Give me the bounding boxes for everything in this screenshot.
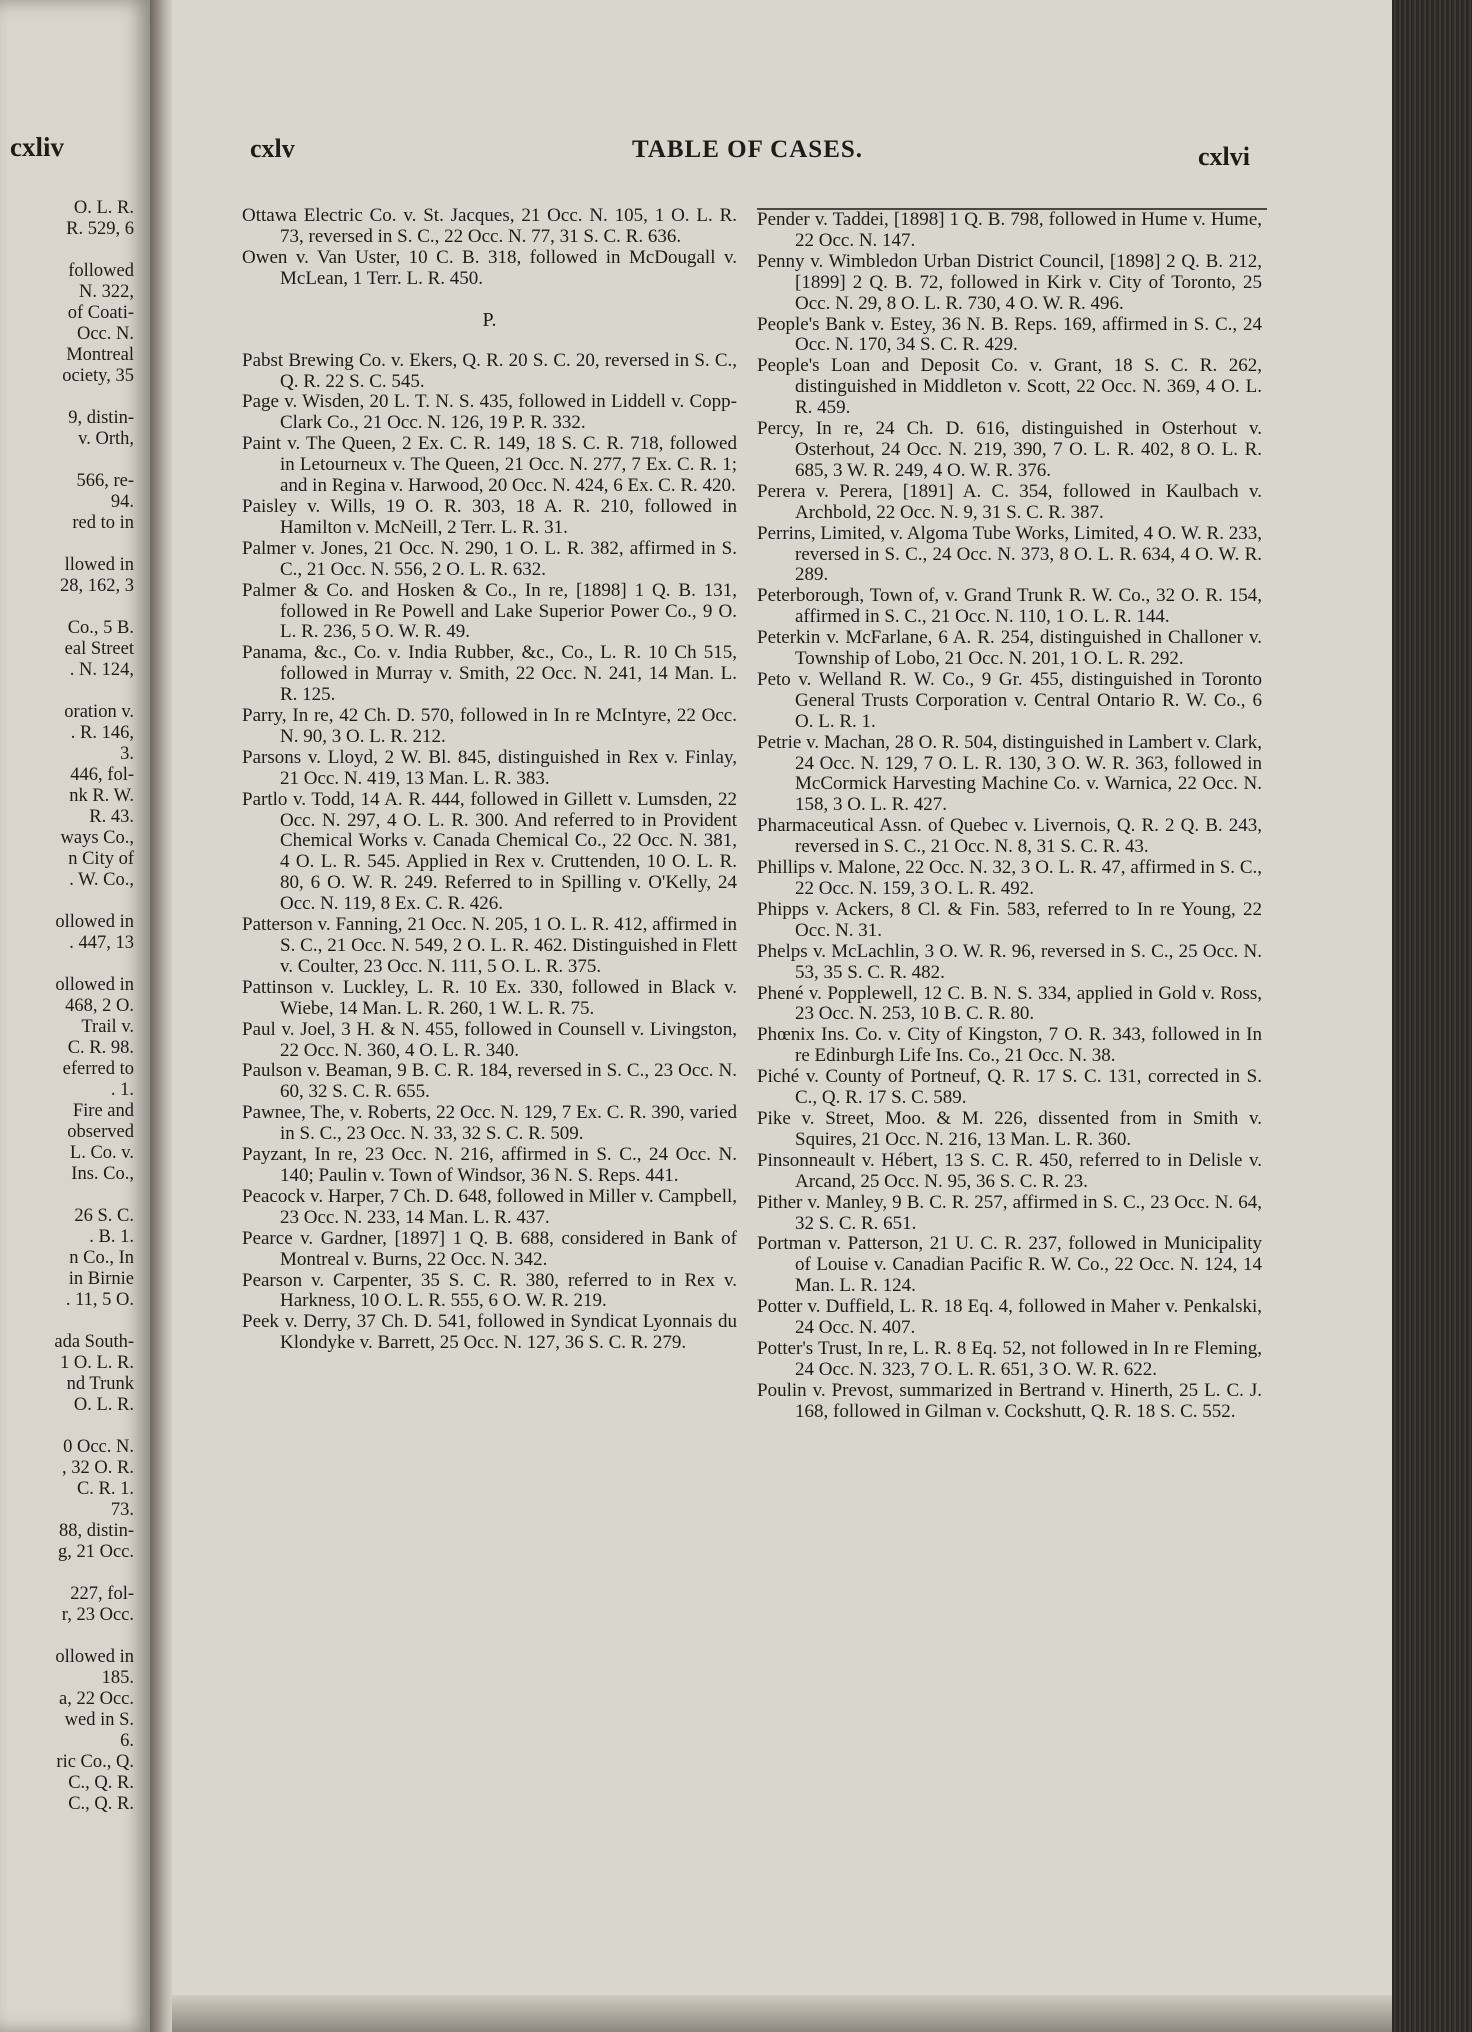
facing-page-fragment: 3. (120, 744, 134, 764)
page-edges (1392, 0, 1472, 2032)
case-entry: Page v. Wisden, 20 L. T. N. S. 435, followed in Liddell v. Copp-Clark Co., 21 Occ. N. 126, 19 P. R. 332. (242, 391, 737, 434)
facing-page-fragment: Fire and (72, 1101, 134, 1121)
case-entry: Payzant, In re, 23 Occ. N. 216, affirmed in S. C., 24 Occ. N. 140; Paulin v. Town of Windsor, 36 N. S. Reps. 441. (242, 1144, 737, 1186)
case-entry: Portman v. Patterson, 21 U. C. R. 237, followed in Municipality of Louise v. Canadian Pacific R. W. Co., 22 Occ. N. 124, 14 Man. L. R. 124. (757, 1233, 1262, 1297)
facing-page-fragment: L. Co. v. (69, 1143, 134, 1163)
case-entry: Peterkin v. McFarlane, 6 A. R. 254, distinguished in Challoner v. Township of Lobo, 21 Occ. N. 201, 1 O. L. R. 292. (757, 627, 1262, 670)
facing-page-fragment: 566, re- (76, 471, 134, 491)
case-entry: Patterson v. Fanning, 21 Occ. N. 205, 1 O. L. R. 412, affirmed in S. C., 21 Occ. N. 549, 2 O. L. R. 462. Distinguished in Flett v. Coulter, 23 Occ. N. 111, 5 O. L. R. 375. (242, 914, 737, 977)
page-title: TABLE OF CASES. (632, 136, 864, 163)
facing-page-fragment: ric Co., Q. (56, 1752, 134, 1772)
case-entry: Petrie v. Machan, 28 O. R. 504, distinguished in Lambert v. Clark, 24 Occ. N. 129, 7 O. L. R. 130, 3 O. W. R. 363, followed in McCormick Harvesting Machine Co. v. Warnica, 22 Occ. N. 158, 3 O. L. R. 427. (757, 731, 1262, 816)
facing-page-fragment: nd Trunk (66, 1374, 134, 1394)
facing-page-fragment (54, 1563, 134, 1584)
case-entry: Potter's Trust, In re, L. R. 8 Eq. 52, not followed in In re Fleming, 24 Occ. N. 323, 7 O. L. R. 651, 3 O. W. R. 622. (757, 1337, 1262, 1380)
facing-page-fragment: 73. (110, 1500, 134, 1520)
facing-page-fragment: 9, distin- (68, 408, 134, 428)
page-bottom-shadow (172, 1995, 1392, 2032)
facing-page-fragment (54, 954, 134, 975)
case-entry: Peto v. Welland R. W. Co., 9 Gr. 455, distinguished in Toronto General Trusts Corporation v. Central Ontario R. W. Co., 6 O. L. R. 1. (757, 668, 1262, 732)
facing-page-fragment: Ins. Co., (71, 1164, 134, 1184)
facing-page-fragment: ociety, 35 (62, 366, 134, 386)
book-gutter (150, 0, 172, 2032)
facing-page-fragment: 88, distin- (58, 1521, 134, 1541)
facing-page-fragment: Trail v. (81, 1017, 134, 1037)
facing-page-fragment: . W. Co., (69, 870, 134, 890)
facing-page-fragment: n City of (68, 849, 134, 869)
case-entry: Penny v. Wimbledon Urban District Council, [1898] 2 Q. B. 212, [1899] 2 Q. B. 72, followed in Kirk v. City of Toronto, 25 Occ. N. 29, 8 O. L. R. 730, 4 O. W. R. 496. (757, 250, 1262, 314)
facing-page-fragment: . N. 124, (69, 660, 134, 680)
facing-page-fragment: C. R. 98. (67, 1038, 134, 1058)
facing-page-fragment (54, 681, 134, 702)
facing-page-fragment (54, 534, 134, 555)
case-entry: Parry, In re, 42 Ch. D. 570, followed in In re McIntyre, 22 Occ. N. 90, 3 O. L. R. 212. (242, 705, 737, 747)
facing-page-fragment: 227, fol- (70, 1584, 134, 1604)
case-entry: Paint v. The Queen, 2 Ex. C. R. 149, 18 S. C. R. 718, followed in Letourneux v. The Queen, 21 Occ. N. 277, 7 Ex. C. R. 1; and in Regina v. Harwood, 20 Occ. N. 424, 6 Ex. C. R. 420. (242, 433, 737, 497)
facing-page-fragment: n Co., In (69, 1248, 134, 1268)
case-entry: Peterborough, Town of, v. Grand Trunk R. W. Co., 32 O. R. 154, affirmed in S. C., 21 Occ. N. 110, 1 O. L. R. 144. (757, 585, 1262, 628)
facing-page-number: cxliv (10, 132, 64, 162)
facing-page-fragment: ada South- (54, 1332, 134, 1352)
facing-page-fragment: nk R. W. (69, 786, 134, 806)
facing-page-fragment: R. 529, 6 (66, 219, 134, 239)
case-entry: Phené v. Popplewell, 12 C. B. N. S. 334, applied in Gold v. Ross, 23 Occ. N. 253, 10 B. C. R. 80. (757, 982, 1262, 1025)
case-entry: Phœnix Ins. Co. v. City of Kingston, 7 O. R. 343, followed in In re Edinburgh Life Ins. Co., 21 Occ. N. 38. (757, 1024, 1262, 1067)
case-entry: Owen v. Van Uster, 10 C. B. 318, followed in McDougall v. McLean, 1 Terr. L. R. 450. (242, 246, 737, 289)
facing-page-fragment: C. R. 1. (76, 1479, 134, 1499)
facing-page-text-fragments (54, 198, 134, 1815)
facing-page-fragment: of Coati- (67, 303, 134, 323)
section-letter: P. (482, 308, 497, 331)
facing-page-fragment: C., Q. R. (68, 1773, 134, 1793)
case-entry: Piché v. County of Portneuf, Q. R. 17 S. C. 131, corrected in S. C., Q. R. 17 S. C. 589. (757, 1066, 1262, 1109)
case-entry: Palmer & Co. and Hosken & Co., In re, [1898] 1 Q. B. 131, followed in Re Powell and Lake Superior Power Co., 9 O. L. R. 236, 5 O. W. R. 49. (242, 579, 737, 643)
case-entry: Pearson v. Carpenter, 35 S. C. R. 380, referred to in Rex v. Harkness, 10 O. L. R. 555, 6 O. W. R. 219. (242, 1269, 737, 1312)
facing-page-fragment: 94. (110, 492, 134, 512)
case-entry: Potter v. Duffield, L. R. 18 Eq. 4, followed in Maher v. Penkalski, 24 Occ. N. 407. (757, 1296, 1262, 1339)
case-entry: Paisley v. Wills, 19 O. R. 303, 18 A. R. 210, followed in Hamilton v. McNeill, 2 Terr. L. R. 31. (242, 495, 737, 538)
facing-page-fragment: red to in (72, 513, 134, 533)
facing-page-fragment (54, 387, 134, 408)
case-entry: Partlo v. Todd, 14 A. R. 444, followed in Gillett v. Lumsden, 22 Occ. N. 297, 4 O. L. R. 300. And referred to in Provident Chemical Works v. Canada Chemical Co., 22 Occ. N. 381, 4 O. L. R. 545. Applied in Rex v. Cruttenden, 10 O. L. R. 80, 6 O. W. R. 249. Referred to in Spilling v. O'Kelly, 24 Occ. N. 119, 8 Ex. C. R. 426. (242, 788, 737, 915)
facing-page-fragment (54, 597, 134, 618)
case-entry: Panama, &c., Co. v. India Rubber, &c., Co., L. R. 10 Ch 515, followed in Murray v. Smith, 22 Occ. N. 241, 14 Man. L. R. 125. (242, 642, 737, 706)
facing-page-fragment: r, 23 Occ. (61, 1605, 134, 1625)
case-entry: Pender v. Taddei, [1898] 1 Q. B. 798, followed in Hume v. Hume, 22 Occ. N. 147. (757, 209, 1262, 251)
facing-page-fragment: ollowed in (55, 975, 134, 995)
case-entry: Parsons v. Lloyd, 2 W. Bl. 845, distinguished in Rex v. Finlay, 21 Occ. N. 419, 13 Man. L. R. 383. (242, 746, 737, 789)
facing-page-fragment: Co., 5 B. (67, 618, 134, 638)
facing-page-fragment: eal Street (64, 639, 134, 659)
facing-page-fragment (54, 1416, 134, 1437)
facing-page-fragment: N. 322, (79, 282, 134, 302)
case-entry: People's Bank v. Estey, 36 N. B. Reps. 169, affirmed in S. C., 24 Occ. N. 170, 34 S. C. R. 429. (757, 313, 1262, 356)
facing-page-fragment: . B. 1. (89, 1227, 134, 1247)
case-entry: Perrins, Limited, v. Algoma Tube Works, Limited, 4 O. W. R. 233, reversed in S. C., 24 Occ. N. 373, 8 O. L. R. 634, 4 O. W. R. 289. (757, 522, 1262, 586)
left-entries-before (242, 206, 737, 290)
case-entry: Palmer v. Jones, 21 Occ. N. 290, 1 O. L. R. 382, affirmed in S. C., 21 Occ. N. 556, 2 O. L. R. 632. (242, 537, 737, 580)
facing-page-fragment: eferred to (62, 1059, 134, 1079)
page-number-right: cxlvi (1198, 142, 1250, 171)
facing-page-fragment: . 447, 13 (69, 933, 134, 953)
facing-page-fragment: 446, fol- (70, 765, 134, 785)
facing-page-fragment: 1 O. L. R. (60, 1353, 134, 1373)
case-entry: Pattinson v. Luckley, L. R. 10 Ex. 330, followed in Black v. Wiebe, 14 Man. L. R. 260, 1 W. L. R. 75. (242, 976, 737, 1019)
case-entry: Phelps v. McLachlin, 3 O. W. R. 96, reversed in S. C., 25 Occ. N. 53, 35 S. C. R. 482. (757, 940, 1262, 983)
facing-page-fragment: 26 S. C. (74, 1206, 134, 1226)
facing-page-fragment: 6. (120, 1731, 134, 1751)
facing-page-fragment: , 32 O. R. (62, 1458, 134, 1478)
case-entry: Pither v. Manley, 9 B. C. R. 257, affirmed in S. C., 23 Occ. N. 64, 32 S. C. R. 651. (757, 1191, 1262, 1234)
case-entry: Pike v. Street, Moo. & M. 226, dissented from in Smith v. Squires, 21 Occ. N. 216, 13 Man. L. R. 360. (757, 1107, 1262, 1150)
facing-page-fragment: llowed in (64, 555, 134, 575)
facing-page-fragment: 0 Occ. N. (63, 1437, 134, 1457)
right-entries (757, 210, 1262, 1423)
facing-page-fragment: 468, 2 O. (65, 996, 134, 1016)
facing-page-fragment: 28, 162, 3 (60, 576, 134, 596)
facing-page-fragment (54, 1185, 134, 1206)
case-entry: Paul v. Joel, 3 H. & N. 455, followed in Counsell v. Livingston, 22 Occ. N. 360, 4 O. L. R. 340. (242, 1018, 737, 1061)
case-entry: Paulson v. Beaman, 9 B. C. R. 184, reversed in S. C., 23 Occ. N. 60, 32 S. C. R. 655. (242, 1060, 737, 1103)
facing-page-fragment: oration v. (64, 702, 134, 722)
facing-page-fragment: . R. 146, (70, 723, 134, 743)
facing-page-fragment: Occ. N. (76, 324, 134, 344)
facing-page-fragment: g, 21 Occ. (57, 1542, 134, 1562)
facing-page-fragment: a, 22 Occ. (59, 1689, 134, 1709)
facing-page-fragment: 185. (101, 1668, 134, 1688)
facing-page-fragment: O. L. R. (73, 198, 134, 218)
case-entry: Phipps v. Ackers, 8 Cl. & Fin. 583, referred to In re Young, 22 Occ. N. 31. (757, 898, 1262, 941)
case-entry: People's Loan and Deposit Co. v. Grant, 18 S. C. R. 262, distinguished in Middleton v. Scott, 22 Occ. N. 369, 4 O. L. R. 459. (757, 355, 1262, 419)
facing-page-fragment: followed (68, 261, 134, 281)
facing-page-fragment: . 11, 5 O. (65, 1290, 134, 1310)
facing-page-fragment (54, 240, 134, 261)
facing-page-fragment (54, 1311, 134, 1332)
facing-page-fragment: ways Co., (60, 828, 134, 848)
facing-page-fragment: observed (67, 1122, 134, 1142)
facing-page-fragment: R. 43. (89, 807, 134, 827)
case-entry: Percy, In re, 24 Ch. D. 616, distinguished in Osterhout v. Osterhout, 24 Occ. N. 219, 390, 7 O. L. R. 402, 8 O. L. R. 685, 3 W. R. 249, 4 O. W. R. 376. (757, 418, 1262, 481)
facing-page-fragment (54, 1626, 134, 1647)
facing-page-sliver (0, 0, 150, 2032)
case-entry: Pearce v. Gardner, [1897] 1 Q. B. 688, considered in Bank of Montreal v. Burns, 22 Occ. N. 342. (242, 1227, 737, 1270)
left-column (242, 206, 737, 1354)
case-entry: Pawnee, The, v. Roberts, 22 Occ. N. 129, 7 Ex. C. R. 390, varied in S. C., 23 Occ. N. 33, 32 S. C. R. 509. (242, 1102, 737, 1145)
case-entry: Peek v. Derry, 37 Ch. D. 541, followed in Syndicat Lyonnais du Klondyke v. Barrett, 25 Occ. N. 127, 36 S. C. R. 279. (242, 1311, 737, 1354)
facing-page-fragment: v. Orth, (78, 429, 134, 449)
facing-page-fragment: . 1. (110, 1080, 134, 1100)
facing-page-fragment (54, 891, 134, 912)
left-entries-after (242, 351, 737, 1355)
page-number-left: cxlv (250, 134, 295, 163)
facing-page-fragment: wed in S. (64, 1710, 134, 1730)
facing-page-fragment: ollowed in (55, 1647, 134, 1667)
facing-page-fragment: in Birnie (68, 1269, 134, 1289)
facing-page-fragment: Montreal (66, 345, 134, 365)
facing-page-fragment: ollowed in (55, 912, 134, 932)
facing-page-fragment (54, 450, 134, 471)
case-entry: Phillips v. Malone, 22 Occ. N. 32, 3 O. L. R. 47, affirmed in S. C., 22 Occ. N. 159, 3 O. L. R. 492. (757, 857, 1262, 899)
case-entry: Peacock v. Harper, 7 Ch. D. 648, followed in Miller v. Campbell, 23 Occ. N. 233, 14 Man. L. R. 437. (242, 1185, 737, 1228)
facing-page-fragment: O. L. R. (73, 1395, 134, 1415)
case-entry: Ottawa Electric Co. v. St. Jacques, 21 Occ. N. 105, 1 O. L. R. 73, reversed in S. C., 22 Occ. N. 77, 31 S. C. R. 636. (242, 205, 737, 247)
case-entry: Pharmaceutical Assn. of Quebec v. Livernois, Q. R. 2 Q. B. 243, reversed in S. C., 21 Occ. N. 8, 31 S. C. R. 43. (757, 815, 1262, 858)
case-entry: Pabst Brewing Co. v. Ekers, Q. R. 20 S. C. 20, reversed in S. C., Q. R. 22 S. C. 545. (242, 349, 737, 392)
facing-page-fragment: C., Q. R. (68, 1794, 134, 1814)
case-entry: Poulin v. Prevost, summarized in Bertrand v. Hinerth, 25 L. C. J. 168, followed in Gilman v. Cockshutt, Q. R. 18 S. C. 552. (757, 1379, 1262, 1422)
case-entry: Pinsonneault v. Hébert, 13 S. C. R. 450, referred to in Delisle v. Arcand, 25 Occ. N. 95, 36 S. C. R. 23. (757, 1149, 1262, 1192)
case-entry: Perera v. Perera, [1891] A. C. 354, followed in Kaulbach v. Archbold, 22 Occ. N. 9, 31 S. C. R. 387. (757, 480, 1262, 523)
right-column (757, 210, 1262, 1423)
